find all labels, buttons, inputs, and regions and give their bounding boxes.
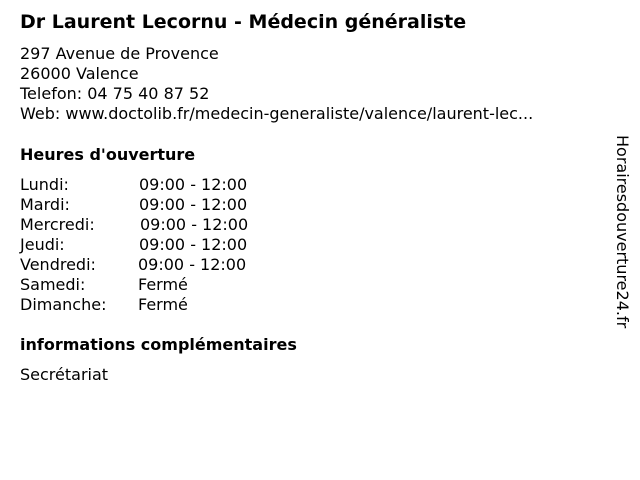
- day-label: Lundi:: [20, 175, 69, 194]
- day-label: Mercredi:: [20, 215, 95, 234]
- hours-row-sunday: [20, 295, 280, 315]
- hours-row-tuesday: [20, 195, 280, 215]
- additional-info-heading: informations complémentaires: [20, 335, 297, 354]
- day-label: Vendredi:: [20, 255, 96, 274]
- hours-value: 09:00 - 12:00: [138, 255, 247, 274]
- additional-info-text: Secrétariat: [20, 365, 109, 384]
- hours-value: Fermé: [138, 295, 188, 314]
- hours-row-wednesday: [20, 215, 280, 235]
- street-address: 297 Avenue de Provence: [20, 44, 219, 63]
- page-title: Dr Laurent Lecornu - Médecin généraliste: [20, 11, 467, 33]
- website-link[interactable]: Web: www.doctolib.fr/medecin-generaliste/valence/laurent-lec...: [20, 104, 534, 123]
- site-watermark: Horairesdouverture24.fr: [613, 135, 632, 329]
- contact-block: [20, 44, 533, 124]
- hours-value: 09:00 - 12:00: [139, 175, 248, 194]
- hours-row-monday: [20, 175, 280, 195]
- hours-value: 09:00 - 12:00: [139, 235, 248, 254]
- hours-value: Fermé: [138, 275, 188, 294]
- city-address: 26000 Valence: [20, 64, 139, 83]
- hours-value: 09:00 - 12:00: [140, 215, 249, 234]
- day-label: Dimanche:: [20, 295, 107, 314]
- opening-hours-heading: Heures d'ouverture: [20, 145, 196, 164]
- hours-row-thursday: [20, 235, 280, 255]
- opening-hours-list: [20, 175, 280, 315]
- day-label: Samedi:: [20, 275, 86, 294]
- phone-number: Telefon: 04 75 40 87 52: [20, 84, 210, 103]
- hours-row-saturday: [20, 275, 280, 295]
- day-label: Jeudi:: [20, 235, 65, 254]
- hours-row-friday: [20, 255, 280, 275]
- day-label: Mardi:: [20, 195, 70, 214]
- hours-value: 09:00 - 12:00: [139, 195, 248, 214]
